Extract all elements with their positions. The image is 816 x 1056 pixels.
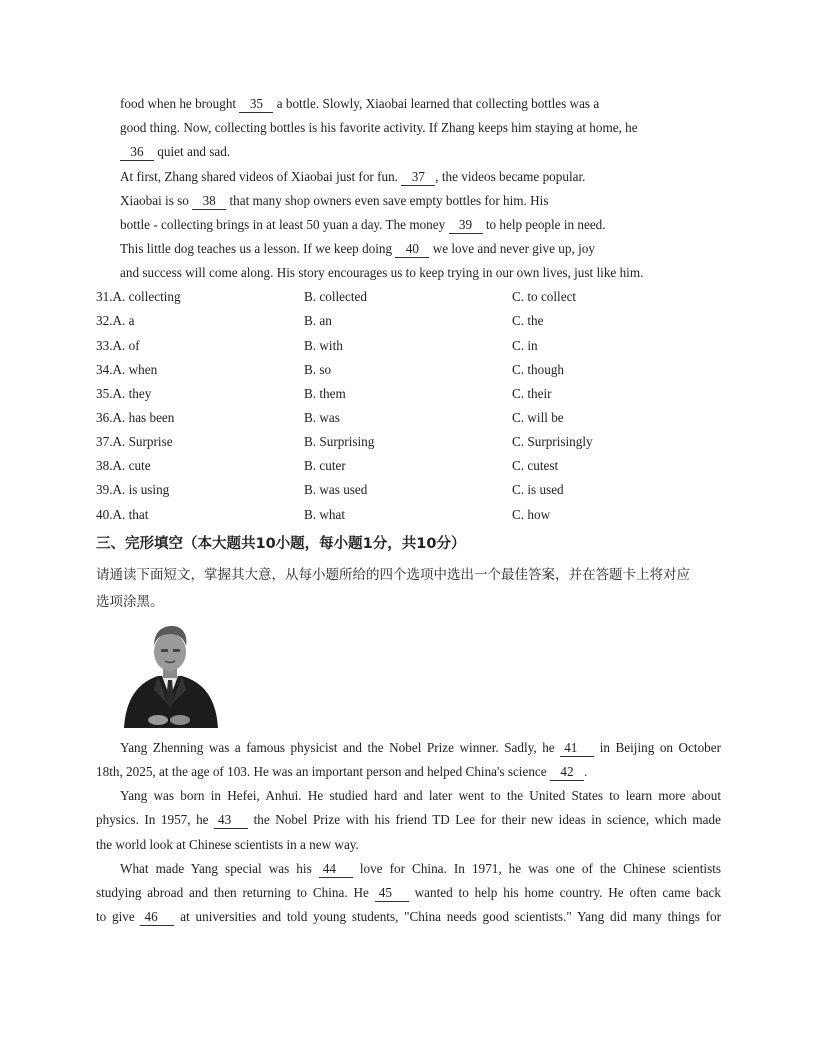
option-row: 40.A. that xyxy=(96,507,149,522)
passage-2-line: 18th, 2025, at the age of 103. He was an important person and helped China's science 42 . xyxy=(96,764,588,779)
passage-2-line: to give 46 at universities and told young students, "China needs good scientists." Yang did many things for xyxy=(96,909,722,924)
passage-1-line: food when he brought 35 a bottle. Slowly, Xiaobai learned that collecting bottles was a xyxy=(120,96,600,111)
option-b: B. them xyxy=(304,386,346,401)
passage-2-line: Yang was born in Hefei, Anhui. He studied hard and later went to the United States to learn more about xyxy=(120,788,721,803)
option-c: C. is used xyxy=(512,482,564,497)
passage-1-line: and success will come along. His story encourages us to keep trying in our own lives, just like him. xyxy=(120,265,644,280)
option-row: 35.A. they xyxy=(96,386,152,401)
passage-2-line: Yang Zhenning was a famous physicist and the Nobel Prize winner. Sadly, he 41 in Beijing on October xyxy=(120,740,722,755)
option-row: 33.A. of xyxy=(96,338,140,353)
section-instruction: 请通读下面短文，掌握其大意，从每小题所给的四个选项中选出一个最佳答案，并在答题卡上将对应 xyxy=(96,567,690,583)
option-b: B. Surprising xyxy=(304,434,375,449)
option-c: C. how xyxy=(512,507,551,522)
option-row: 36.A. has been xyxy=(96,410,175,425)
blank-38: 38 xyxy=(192,193,226,210)
blank-43: 43 xyxy=(214,812,248,829)
passage-1-line: 36 quiet and sad. xyxy=(120,144,230,161)
passage-1-line: Xiaobai is so 38 that many shop owners even save empty bottles for him. His xyxy=(120,193,549,208)
blank-41: 41 xyxy=(560,740,594,757)
blank-40: 40 xyxy=(395,241,429,258)
portrait-photo xyxy=(118,616,222,732)
option-c: C. will be xyxy=(512,410,564,425)
passage-2-line: the world look at Chinese scientists in a new way. xyxy=(96,837,359,852)
option-b: B. collected xyxy=(304,289,367,304)
blank-46: 46 xyxy=(140,909,174,926)
option-row: 31.A. collecting xyxy=(96,289,181,304)
passage-1-line: good thing. Now, collecting bottles is his favorite activity. If Zhang keeps him staying at home, he xyxy=(120,120,638,135)
blank-35: 35 xyxy=(239,96,273,113)
option-c: C. their xyxy=(512,386,552,401)
option-b: B. so xyxy=(304,362,332,377)
option-c: C. the xyxy=(512,313,544,328)
section-title: 三、完形填空（本大题共10小题，每小题1分，共10分） xyxy=(96,536,466,552)
blank-37: 37 xyxy=(401,169,435,186)
option-c: C. though xyxy=(512,362,565,377)
blank-42: 42 xyxy=(550,764,584,781)
option-b: B. was used xyxy=(304,482,368,497)
passage-1-line: bottle - collecting brings in at least 50 yuan a day. The money 39 to help people in need. xyxy=(120,217,606,232)
option-b: B. cuter xyxy=(304,458,346,473)
blank-45: 45 xyxy=(375,885,409,902)
option-c: C. in xyxy=(512,338,538,353)
option-c: C. to collect xyxy=(512,289,577,304)
option-b: B. was xyxy=(304,410,340,425)
option-c: C. cutest xyxy=(512,458,559,473)
option-c: C. Surprisingly xyxy=(512,434,593,449)
option-b: B. an xyxy=(304,313,332,328)
section-instruction: 选项涂黑。 xyxy=(96,594,164,610)
passage-1-line: At first, Zhang shared videos of Xiaobai just for fun. 37 , the videos became popular. xyxy=(120,169,586,184)
blank-39: 39 xyxy=(449,217,483,234)
passage-2-line: studying abroad and then returning to China. He 45 wanted to help his home country. He often came back xyxy=(96,885,722,900)
option-row: 37.A. Surprise xyxy=(96,434,173,449)
option-b: B. what xyxy=(304,507,346,522)
option-row: 38.A. cute xyxy=(96,458,151,473)
blank-44: 44 xyxy=(319,861,353,878)
option-row: 32.A. a xyxy=(96,313,135,328)
option-b: B. with xyxy=(304,338,343,353)
passage-2-line: What made Yang special was his 44 love for China. In 1971, he was one of the Chinese scientists xyxy=(120,861,721,876)
blank-36: 36 xyxy=(120,144,154,161)
passage-2-line: physics. In 1957, he 43 the Nobel Prize with his friend TD Lee for their new ideas in science, which made xyxy=(96,812,721,827)
passage-1-line: This little dog teaches us a lesson. If we keep doing 40 we love and never give up, joy xyxy=(120,241,595,256)
option-row: 39.A. is using xyxy=(96,482,170,497)
option-row: 34.A. when xyxy=(96,362,158,377)
